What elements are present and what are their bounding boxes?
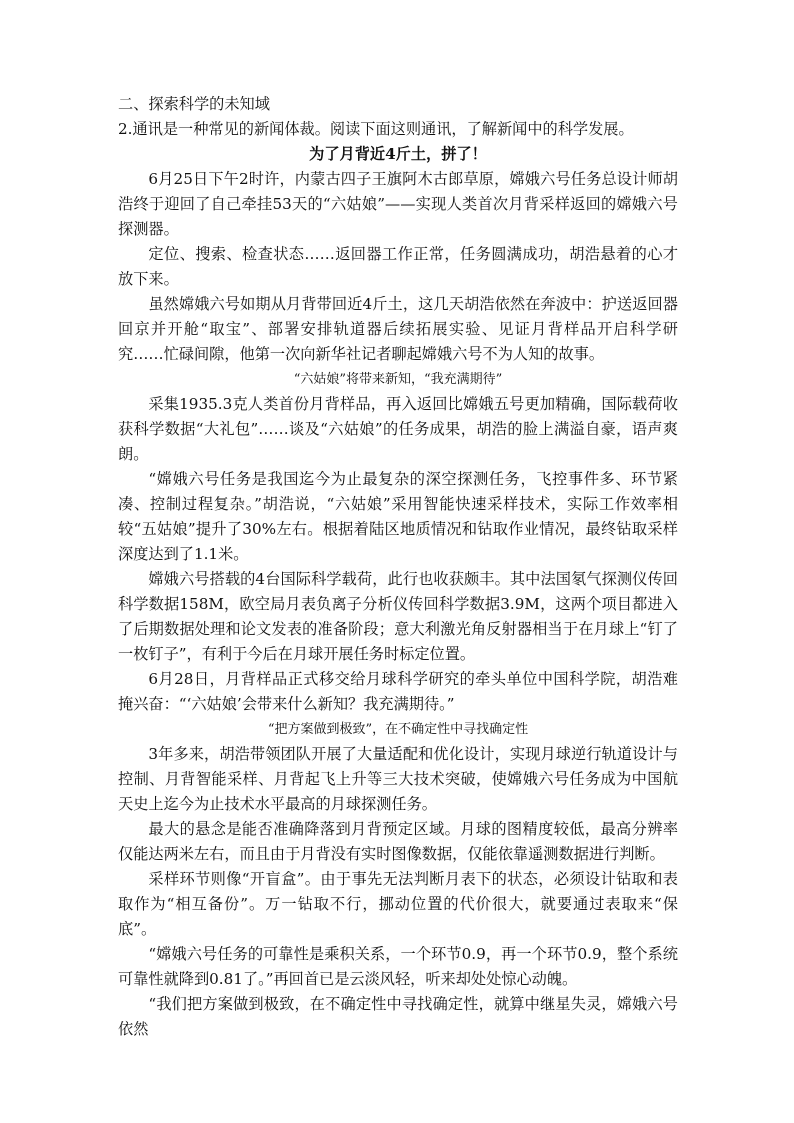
question-prompt: 2.通讯是一种常见的新闻体裁。阅读下面这则通讯，了解新闻中的科学发展。: [118, 120, 634, 138]
paragraph: 定位、搜索、检查状态……返回器工作正常，任务圆满成功，胡浩悬着的心才放下来。: [118, 245, 678, 288]
section-title: 二、探索科学的未知域: [118, 95, 270, 113]
paragraph: 虽然嫦娥六号如期从月背带回近4斤土，这几天胡浩依然在奔波中：护送返回器回京并开舱“取宝”、部署安排轨道器后续拓展实验、见证月背样品开启科学研究……忙碌间隙，他第一次向新华社记者聊起嫦娥六号不为人知的故事。: [118, 295, 678, 363]
paragraph: 6月28日，月背样品正式移交给月球科学研究的牵头单位中国科学院，胡浩难掩兴奋：“‘六姑娘’会带来什么新知？我充满期待。”: [118, 670, 678, 713]
paragraph: “嫦娥六号任务是我国迄今为止最复杂的深空探测任务，飞控事件多、环节紧凑、控制过程复杂。”胡浩说，“六姑娘”采用智能快速采样技术，实际工作效率相较“五姑娘”提升了30%左右。根据着陆区地质情况和钻取作业情况，最终钻取采样深度达到了1.1米。: [118, 470, 678, 563]
paragraph: “嫦娥六号任务的可靠性是乘积关系，一个环节0.9，再一个环节0.9，整个系统可靠性就降到0.81了。”再回首已是云淡风轻，听来却处处惊心动魄。: [118, 945, 678, 988]
paragraph: 采集1935.3克人类首份月背样品，再入返回比嫦娥五号更加精确，国际载荷收获科学数据“大礼包”……谈及“六姑娘”的任务成果，胡浩的脸上满溢自豪，语声爽朗。: [118, 395, 678, 463]
paragraph: 最大的悬念是能否准确降落到月背预定区域。月球的图精度较低，最高分辨率仅能达两米左右，而且由于月背没有实时图像数据，仅能依靠遥测数据进行判断。: [118, 820, 678, 863]
article-title: 为了月背近4斤土，拼了！: [309, 145, 487, 163]
paragraph: 采样环节则像“开盲盒”。由于事先无法判断月表下的状态，必须设计钻取和表取作为“相互备份”。万一钻取不行，挪动位置的代价很大，就要通过表取来“保底”。: [118, 870, 678, 938]
paragraph: 6月25日下午2时许，内蒙古四子王旗阿木古郎草原，嫦娥六号任务总设计师胡浩终于迎回了自己牵挂53天的“六姑娘”——实现人类首次月背采样返回的嫦娥六号探测器。: [118, 170, 678, 238]
paragraph: 3年多来，胡浩带领团队开展了大量适配和优化设计，实现月球逆行轨道设计与控制、月背智能采样、月背起飞上升等三大技术突破，使嫦娥六号任务成为中国航天史上迄今为止技术水平最高的月球探测任务。: [118, 745, 678, 813]
section-subtitle: “把方案做到极致”，在不确定性中寻找确定性: [267, 722, 529, 737]
paragraph: “我们把方案做到极致，在不确定性中寻找确定性，就算中继星失灵，嫦娥六号依然: [118, 995, 678, 1038]
section-subtitle: “六姑娘”将带来新知，“我充满期待”: [293, 372, 503, 387]
paragraph: 嫦娥六号搭载的4台国际科学载荷，此行也收获颇丰。其中法国氡气探测仪传回科学数据158M，欧空局月表负离子分析仪传回科学数据3.9M，这两个项目都进入了后期数据处理和论文发表的准备阶段；意大利激光角反射器相当于在月球上“钉了一枚钉子”，有利于今后在月球开展任务时标定位置。: [118, 570, 678, 663]
document-page: [118, 92, 678, 1042]
